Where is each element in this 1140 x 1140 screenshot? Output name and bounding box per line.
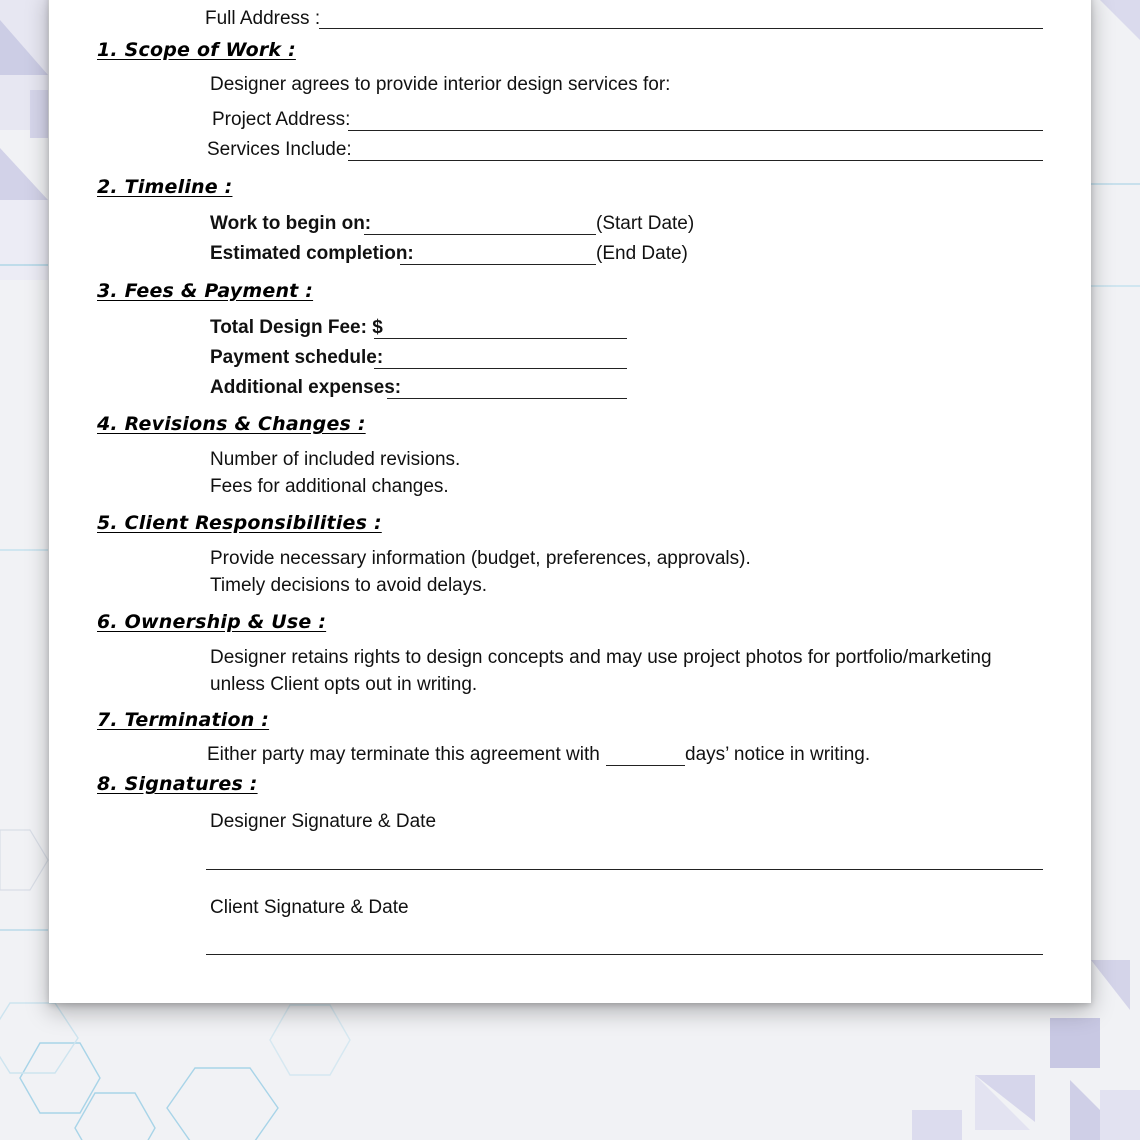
decor-hexagons xyxy=(0,1003,350,1140)
completion-date-field[interactable] xyxy=(400,264,596,265)
revisions-line-2: Fees for additional changes. xyxy=(210,476,449,497)
additional-expenses-field[interactable] xyxy=(387,398,627,399)
designer-signature-label: Designer Signature & Date xyxy=(210,811,437,832)
ownership-line-1: Designer retains rights to design concepts and may use project photos for portfolio/marketing xyxy=(210,647,992,668)
total-fee-label: Total Design Fee: $ xyxy=(210,317,383,338)
decor-tiles xyxy=(912,1018,1140,1140)
notice-days-field[interactable] xyxy=(606,765,685,766)
payment-schedule-field[interactable] xyxy=(374,368,627,369)
termination-text-before: Either party may terminate this agreement with xyxy=(207,744,600,765)
client-line-2: Timely decisions to avoid delays. xyxy=(210,575,488,596)
client-signature-field[interactable] xyxy=(206,954,1043,955)
full-address-field[interactable] xyxy=(319,28,1043,29)
section-heading-client: 5. Client Responsibilities : xyxy=(97,512,382,534)
section-heading-scope: 1. Scope of Work : xyxy=(97,39,296,61)
section-heading-revisions: 4. Revisions & Changes : xyxy=(97,413,366,435)
additional-expenses-label: Additional expenses: xyxy=(210,377,402,398)
section-heading-ownership: 6. Ownership & Use : xyxy=(97,611,327,633)
decor-right xyxy=(1091,0,1140,1010)
contract-page xyxy=(49,0,1091,1003)
project-address-label: Project Address: xyxy=(212,109,351,130)
section-heading-timeline: 2. Timeline : xyxy=(97,176,233,198)
section-heading-termination: 7. Termination : xyxy=(97,709,270,731)
decor-left xyxy=(0,0,48,930)
ownership-line-2: unless Client opts out in writing. xyxy=(210,674,478,695)
project-address-field[interactable] xyxy=(348,130,1043,131)
full-address-label: Full Address : xyxy=(205,8,321,29)
start-date-field[interactable] xyxy=(364,234,596,235)
completion-label: Estimated completion: xyxy=(210,243,414,264)
revisions-line-1: Number of included revisions. xyxy=(210,449,461,470)
client-signature-label: Client Signature & Date xyxy=(210,897,409,918)
end-date-suffix: (End Date) xyxy=(596,243,688,264)
section-heading-fees: 3. Fees & Payment : xyxy=(97,280,314,302)
termination-text-after: days’ notice in writing. xyxy=(685,744,871,765)
services-include-label: Services Include: xyxy=(207,139,352,160)
start-date-label: Work to begin on: xyxy=(210,213,372,234)
total-fee-field[interactable] xyxy=(374,338,627,339)
section-heading-signatures: 8. Signatures : xyxy=(97,773,258,795)
designer-signature-field[interactable] xyxy=(206,869,1043,870)
services-include-field[interactable] xyxy=(348,160,1043,161)
payment-schedule-label: Payment schedule: xyxy=(210,347,384,368)
start-date-suffix: (Start Date) xyxy=(596,213,695,234)
client-line-1: Provide necessary information (budget, preferences, approvals). xyxy=(210,548,751,569)
scope-intro-text: Designer agrees to provide interior design services for: xyxy=(210,74,671,95)
